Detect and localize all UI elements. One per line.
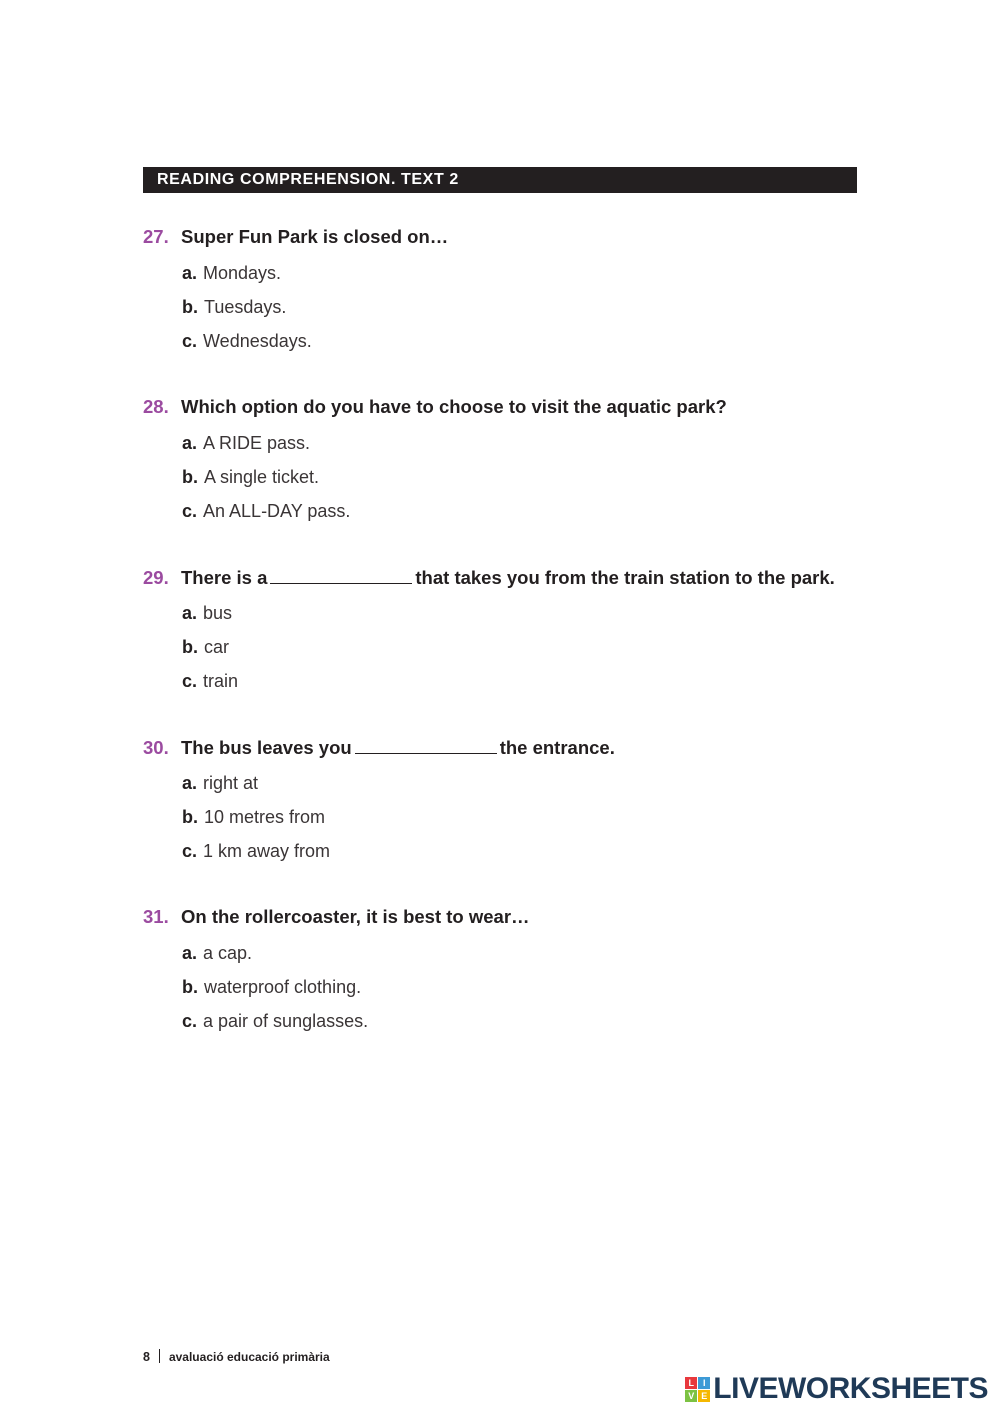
option-text: Mondays. — [203, 263, 282, 283]
option-text: 1 km away from — [203, 841, 331, 861]
option-letter: b. — [182, 637, 198, 657]
option-b[interactable] — [182, 976, 863, 998]
question-prompt: Which option do you have to choose to visit the aquatic park? — [181, 396, 727, 417]
question-28 — [143, 395, 863, 522]
option-c[interactable] — [182, 670, 863, 692]
option-a[interactable] — [182, 432, 863, 454]
answer-options — [143, 772, 863, 862]
logo-tile: I — [698, 1377, 710, 1389]
question-text — [143, 225, 863, 249]
question-text — [143, 905, 863, 929]
option-letter: c. — [182, 841, 198, 861]
question-text — [143, 735, 863, 759]
option-text: right at — [203, 773, 259, 793]
question-prompt: On the rollercoaster, it is best to wear… — [181, 906, 530, 927]
option-letter: c. — [182, 501, 198, 521]
question-prompt-end: the entrance. — [499, 737, 615, 758]
option-letter: a. — [182, 603, 198, 623]
question-27 — [143, 225, 863, 352]
answer-options — [143, 432, 863, 522]
option-a[interactable] — [182, 262, 863, 284]
logo-tile: V — [685, 1390, 697, 1402]
question-number: 27. — [143, 226, 169, 247]
option-letter: b. — [182, 467, 198, 487]
option-letter: c. — [182, 671, 198, 691]
option-text: A single ticket. — [204, 467, 320, 487]
option-text: a pair of sunglasses. — [203, 1011, 369, 1031]
option-c[interactable] — [182, 330, 863, 352]
option-text: car — [204, 637, 230, 657]
question-30 — [143, 735, 863, 862]
option-c[interactable] — [182, 500, 863, 522]
fill-in-blank[interactable] — [355, 735, 497, 754]
section-title: READING COMPREHENSION. TEXT 2 — [157, 171, 459, 188]
logo-tile: L — [685, 1377, 697, 1389]
option-letter: b. — [182, 807, 198, 827]
option-c[interactable] — [182, 840, 863, 862]
section-title-bar — [143, 167, 857, 193]
answer-options — [143, 942, 863, 1032]
logo-tile: E — [698, 1390, 710, 1402]
option-letter: a. — [182, 943, 198, 963]
question-number: 31. — [143, 906, 169, 927]
option-text: A RIDE pass. — [203, 433, 311, 453]
brand-name: LIVEWORKSHEETS — [713, 1372, 988, 1405]
liveworksheets-logo — [685, 1372, 988, 1406]
option-a[interactable] — [182, 772, 863, 794]
question-prompt-end: that takes you from the train station to the park. — [415, 567, 835, 588]
option-letter: b. — [182, 297, 198, 317]
question-number: 30. — [143, 737, 169, 758]
option-text: Tuesdays. — [204, 297, 287, 317]
option-b[interactable] — [182, 806, 863, 828]
option-text: Wednesdays. — [203, 331, 312, 351]
option-letter: c. — [182, 331, 198, 351]
question-number: 29. — [143, 567, 169, 588]
option-letter: a. — [182, 263, 198, 283]
footer-title: avaluació educació primària — [168, 1350, 330, 1364]
option-letter: a. — [182, 773, 198, 793]
page-number: 8 — [143, 1350, 150, 1364]
question-31 — [143, 905, 863, 1032]
answer-options — [143, 262, 863, 352]
option-letter: c. — [182, 1011, 198, 1031]
question-text — [143, 565, 863, 589]
option-text: train — [203, 671, 239, 691]
option-a[interactable] — [182, 942, 863, 964]
logo-grid-icon — [685, 1377, 710, 1402]
question-text — [143, 395, 863, 419]
question-number: 28. — [143, 396, 169, 417]
question-prompt: Super Fun Park is closed on… — [181, 226, 449, 247]
fill-in-blank[interactable] — [270, 565, 412, 584]
option-b[interactable] — [182, 636, 863, 658]
option-text: 10 metres from — [204, 807, 326, 827]
option-a[interactable] — [182, 602, 863, 624]
option-letter: b. — [182, 977, 198, 997]
question-prompt-start: There is a — [181, 567, 268, 588]
option-text: a cap. — [203, 943, 253, 963]
option-c[interactable] — [182, 1010, 863, 1032]
option-text: An ALL-DAY pass. — [203, 501, 351, 521]
question-29 — [143, 565, 863, 692]
question-prompt-start: The bus leaves you — [181, 737, 352, 758]
option-b[interactable] — [182, 296, 863, 318]
answer-options — [143, 602, 863, 692]
page-footer — [143, 1349, 330, 1364]
option-b[interactable] — [182, 466, 863, 488]
option-text: bus — [203, 603, 233, 623]
option-text: waterproof clothing. — [204, 977, 362, 997]
footer-divider — [159, 1349, 160, 1363]
option-letter: a. — [182, 433, 198, 453]
